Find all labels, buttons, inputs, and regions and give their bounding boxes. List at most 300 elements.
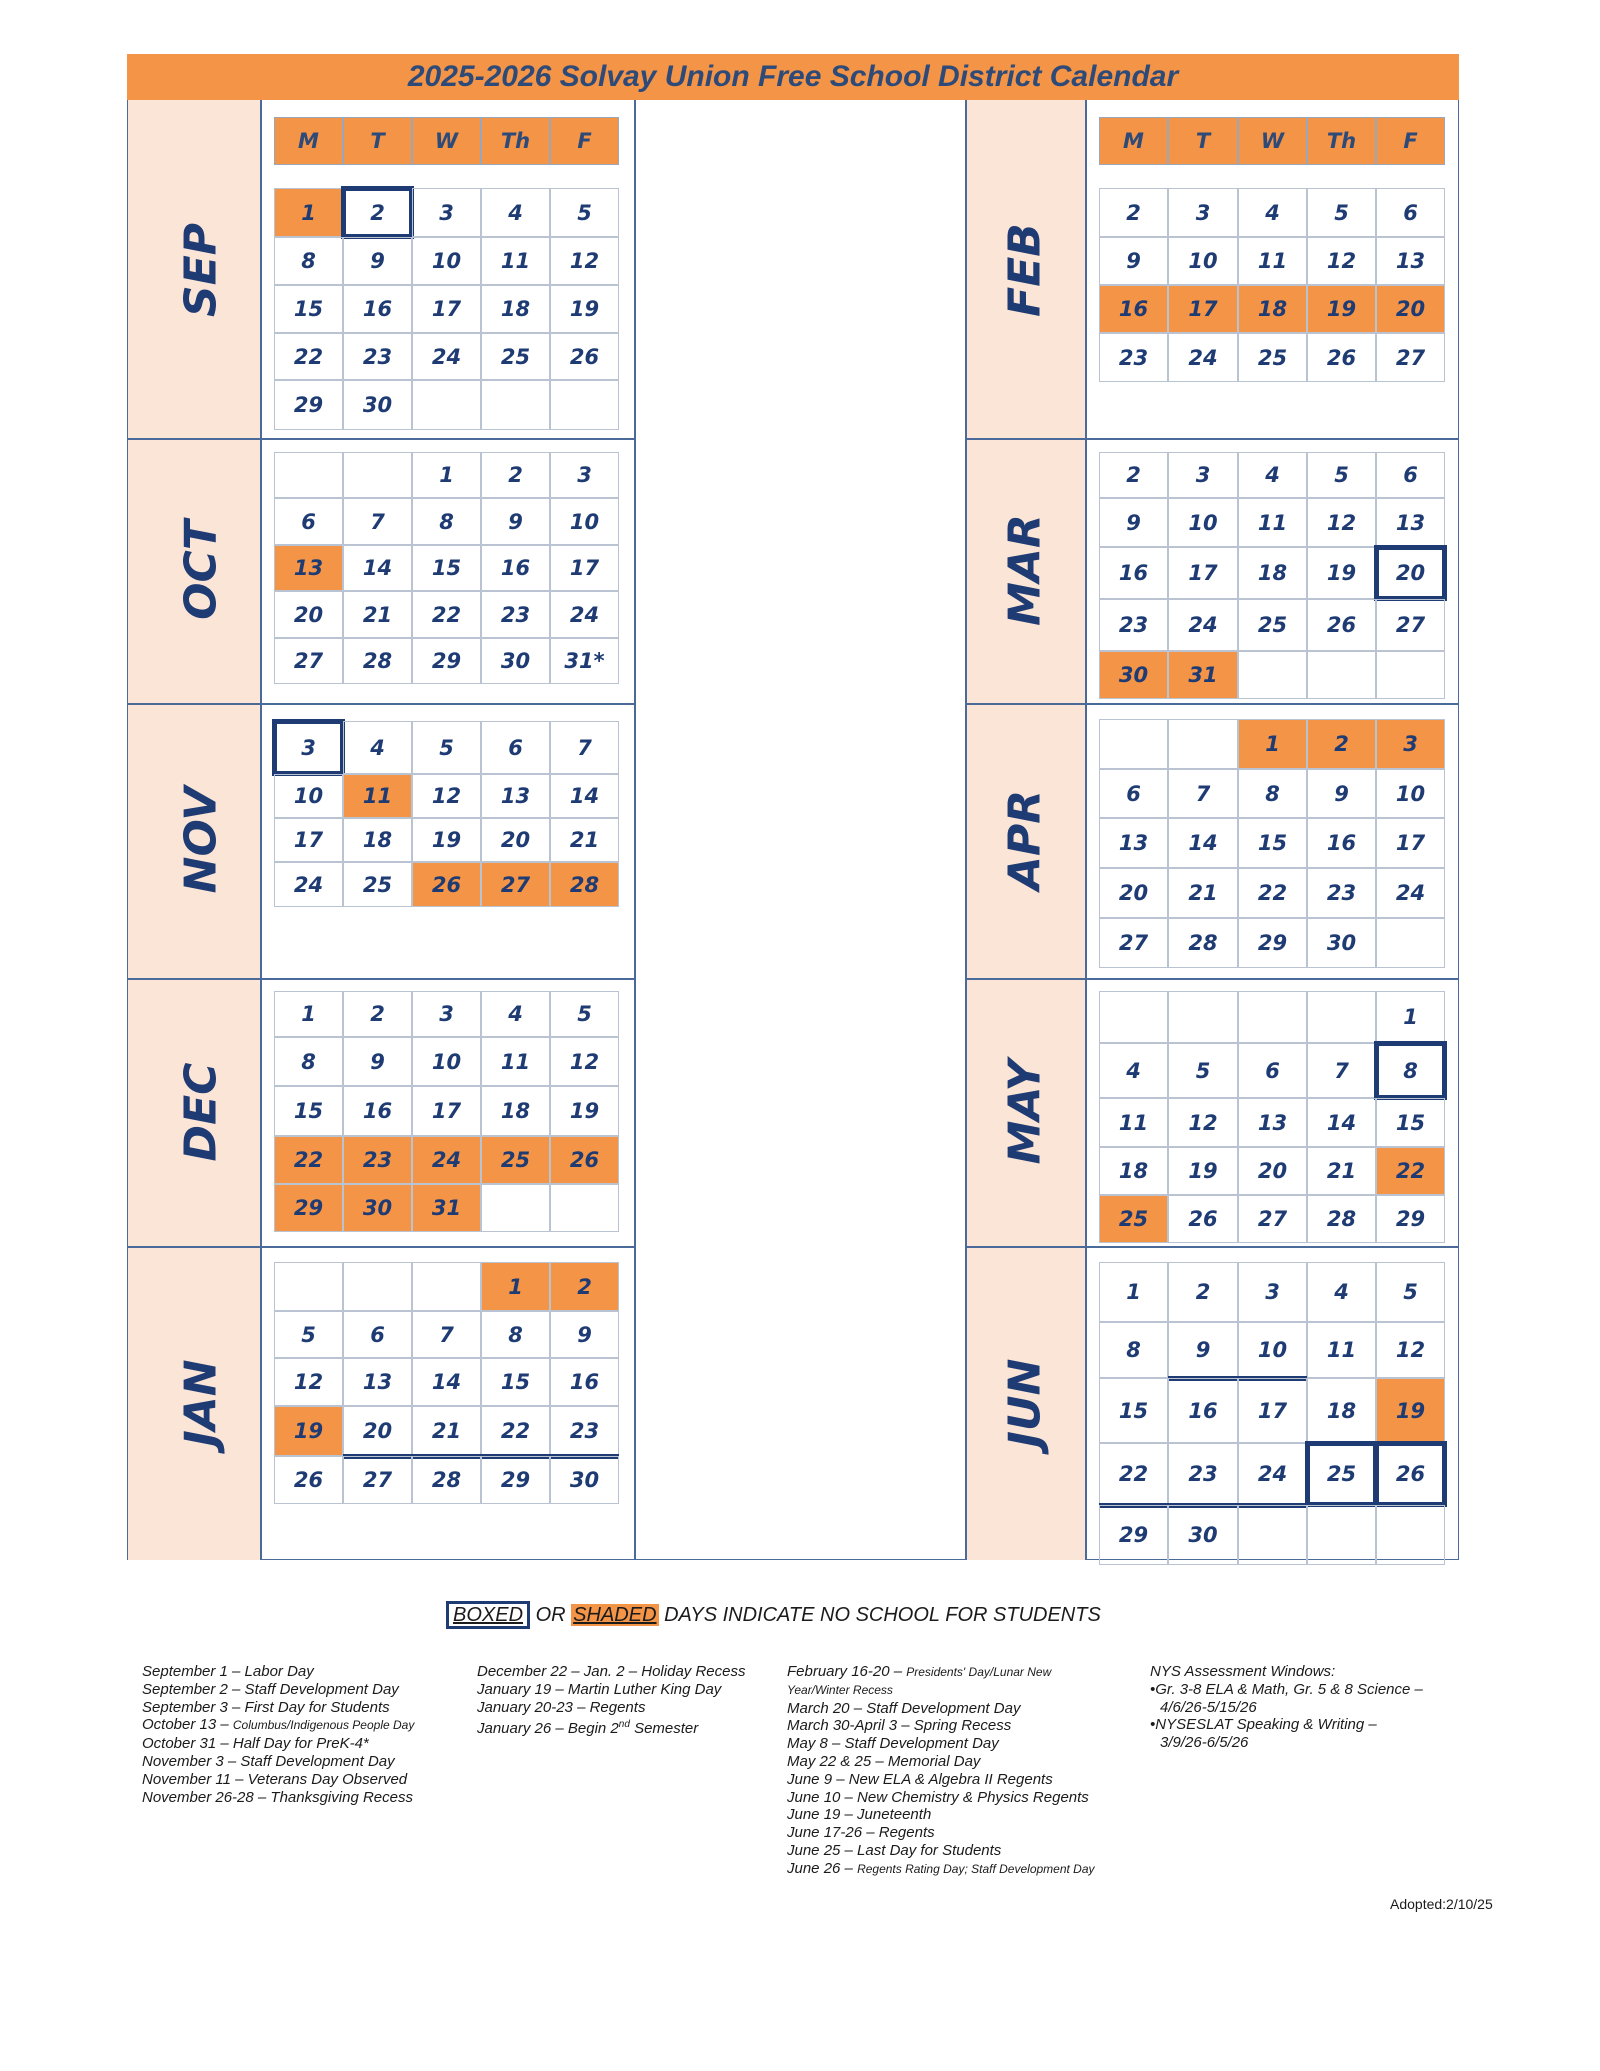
day-cell: 31 (1168, 651, 1238, 699)
note-line: September 2 – Staff Development Day (142, 1680, 399, 1698)
day-cell: 2 (550, 1262, 619, 1311)
assessment-dates: 3/9/26-6/5/26 (1160, 1734, 1249, 1752)
day-cell: 13 (1376, 237, 1445, 285)
month-label: JUN (999, 1358, 1051, 1448)
adopted-date: Adopted:2/10/25 (1390, 1896, 1493, 1912)
day-cell (1238, 1505, 1307, 1565)
weekday-header: F (1376, 117, 1445, 165)
day-cell (481, 1184, 550, 1232)
day-cell: 6 (1238, 1043, 1307, 1098)
day-cell: 20 (343, 1406, 412, 1456)
day-cell: 25 (481, 333, 550, 380)
day-cell: 2 (343, 188, 412, 237)
day-cell: 10 (412, 1037, 481, 1086)
day-cell: 14 (343, 545, 412, 591)
day-cell: 23 (343, 1136, 412, 1184)
month-label: JAN (175, 1359, 227, 1447)
day-cell: 8 (481, 1311, 550, 1358)
day-cell: 23 (343, 333, 412, 380)
day-cell: 1 (274, 991, 343, 1037)
day-cell: 30 (481, 638, 550, 684)
month-label: MAY (999, 1059, 1051, 1165)
note-line: Year/Winter Recess (787, 1682, 893, 1697)
day-cell: 29 (412, 638, 481, 684)
day-cell: 31 (412, 1184, 481, 1232)
day-cell: 16 (343, 1086, 412, 1136)
day-cell: 25 (1238, 333, 1307, 382)
day-cell: 4 (343, 721, 412, 774)
day-cell: 26 (1307, 333, 1376, 382)
day-cell: 6 (343, 1311, 412, 1358)
day-cell: 25 (1307, 1443, 1376, 1505)
day-cell: 7 (412, 1311, 481, 1358)
day-cell: 11 (481, 237, 550, 285)
day-cell: 2 (1307, 719, 1376, 769)
notes-column-2 (477, 1663, 777, 1738)
day-cell: 30 (550, 1456, 619, 1504)
day-cell: 10 (1168, 498, 1238, 547)
day-cell: 25 (481, 1136, 550, 1184)
day-cell: 6 (1376, 452, 1445, 498)
day-cell (343, 1262, 412, 1311)
day-cell: 26 (1376, 1443, 1445, 1505)
note-line: October 13 – Columbus/Indigenous People Day (142, 1716, 415, 1734)
day-cell: 20 (1376, 285, 1445, 333)
day-cell: 23 (1307, 868, 1376, 918)
assessment-item: •Gr. 3-8 ELA & Math, Gr. 5 & 8 Science – (1150, 1680, 1423, 1698)
day-cell: 18 (481, 1086, 550, 1136)
day-cell: 16 (343, 285, 412, 333)
month-label: FEB (999, 223, 1051, 317)
assessment-title: NYS Assessment Windows: (1150, 1663, 1336, 1680)
note-line: November 3 – Staff Development Day (142, 1752, 395, 1770)
day-cell: 27 (1099, 918, 1168, 968)
day-cell: 10 (1168, 237, 1238, 285)
day-cell: 18 (1238, 547, 1307, 599)
day-cell: 18 (1099, 1147, 1168, 1195)
note-line: January 20-23 – Regents (477, 1698, 646, 1716)
day-cell: 29 (1376, 1195, 1445, 1243)
day-cell (1376, 651, 1445, 699)
note-line: March 20 – Staff Development Day (787, 1699, 1021, 1717)
day-cell: 26 (1307, 599, 1376, 651)
day-cell: 1 (481, 1262, 550, 1311)
note-line: June 19 – Juneteenth (787, 1806, 932, 1824)
day-cell: 3 (550, 452, 619, 498)
legend-text: DAYS INDICATE NO SCHOOL FOR STUDENTS (664, 1604, 1101, 1626)
day-cell: 18 (1238, 285, 1307, 333)
day-cell: 29 (274, 380, 343, 430)
day-cell: 9 (343, 1037, 412, 1086)
note-line: June 10 – New Chemistry & Physics Regents (787, 1788, 1089, 1806)
day-cell: 27 (343, 1456, 412, 1504)
day-cell: 29 (1099, 1505, 1168, 1565)
day-cell: 13 (343, 1358, 412, 1406)
day-cell: 28 (550, 862, 619, 907)
calendar-title: 2025-2026 Solvay Union Free School District Calendar (127, 54, 1459, 100)
day-cell: 17 (1168, 547, 1238, 599)
day-cell (1099, 719, 1168, 769)
day-cell: 11 (1238, 498, 1307, 547)
note-line: June 26 – Regents Rating Day; Staff Development Day (787, 1859, 1095, 1877)
day-cell: 26 (550, 1136, 619, 1184)
day-cell: 23 (481, 591, 550, 638)
day-cell: 20 (1238, 1147, 1307, 1195)
day-cell: 21 (343, 591, 412, 638)
day-cell: 9 (1168, 1322, 1238, 1378)
day-cell: 9 (343, 237, 412, 285)
day-cell (1307, 1505, 1376, 1565)
day-cell: 30 (343, 380, 412, 430)
day-cell (550, 1184, 619, 1232)
day-cell: 17 (1376, 818, 1445, 868)
day-cell: 12 (1168, 1098, 1238, 1147)
day-cell: 5 (412, 721, 481, 774)
day-cell: 4 (1238, 188, 1307, 237)
day-cell: 14 (550, 774, 619, 818)
day-cell: 27 (1238, 1195, 1307, 1243)
day-cell: 6 (1376, 188, 1445, 237)
day-cell: 13 (1238, 1098, 1307, 1147)
day-cell: 24 (412, 1136, 481, 1184)
note-line: June 25 – Last Day for Students (787, 1841, 1002, 1859)
day-cell: 9 (481, 498, 550, 545)
day-cell (274, 1262, 343, 1311)
day-cell: 2 (1168, 1262, 1238, 1322)
day-cell: 6 (274, 498, 343, 545)
day-cell: 22 (1238, 868, 1307, 918)
weekday-header: W (412, 117, 481, 165)
day-cell: 29 (1238, 918, 1307, 968)
day-cell: 5 (1307, 452, 1376, 498)
day-cell: 1 (274, 188, 343, 237)
day-cell: 14 (412, 1358, 481, 1406)
day-cell (1168, 719, 1238, 769)
month-label: OCT (175, 520, 227, 620)
month-label: DEC (175, 1062, 227, 1162)
day-cell: 8 (1376, 1043, 1445, 1098)
day-cell: 7 (343, 498, 412, 545)
day-cell: 11 (481, 1037, 550, 1086)
day-cell: 15 (1376, 1098, 1445, 1147)
notes-column-4 (1150, 1663, 1470, 1752)
day-cell: 8 (1238, 769, 1307, 818)
note-line: May 8 – Staff Development Day (787, 1735, 999, 1753)
row-divider (128, 438, 634, 440)
day-cell: 5 (550, 188, 619, 237)
day-cell: 17 (1168, 285, 1238, 333)
legend-boxed-label: BOXED (446, 1601, 530, 1629)
day-cell: 24 (550, 591, 619, 638)
column-divider (634, 100, 636, 1560)
day-cell: 7 (1307, 1043, 1376, 1098)
day-cell: 19 (1168, 1147, 1238, 1195)
assessment-item: •NYSESLAT Speaking & Writing – (1150, 1716, 1377, 1734)
day-cell: 20 (1376, 547, 1445, 599)
day-cell: 14 (1168, 818, 1238, 868)
month-label: SEP (175, 223, 227, 317)
day-cell: 17 (274, 818, 343, 862)
assessment-dates: 4/6/26-5/15/26 (1160, 1698, 1257, 1716)
day-cell: 2 (1099, 188, 1168, 237)
day-cell: 19 (1307, 547, 1376, 599)
day-cell: 17 (550, 545, 619, 591)
day-cell: 27 (481, 862, 550, 907)
day-cell: 16 (550, 1358, 619, 1406)
day-cell: 28 (1168, 918, 1238, 968)
day-cell: 10 (1376, 769, 1445, 818)
row-divider (128, 978, 634, 980)
day-cell: 13 (1376, 498, 1445, 547)
day-cell: 30 (1099, 651, 1168, 699)
day-cell: 25 (1238, 599, 1307, 651)
weekday-header: T (343, 117, 412, 165)
day-cell: 12 (274, 1358, 343, 1406)
day-cell: 4 (481, 188, 550, 237)
day-cell: 13 (481, 774, 550, 818)
day-cell (412, 380, 481, 430)
note-line: September 3 – First Day for Students (142, 1698, 390, 1716)
day-cell: 9 (1099, 498, 1168, 547)
day-cell: 3 (412, 991, 481, 1037)
month-label: NOV (175, 786, 227, 894)
day-cell: 26 (550, 333, 619, 380)
day-cell: 3 (1376, 719, 1445, 769)
note-line: June 17-26 – Regents (787, 1824, 935, 1842)
row-divider (128, 703, 634, 705)
day-cell: 5 (1307, 188, 1376, 237)
day-cell: 10 (550, 498, 619, 545)
day-cell: 3 (1168, 452, 1238, 498)
day-cell: 22 (412, 591, 481, 638)
day-cell: 27 (274, 638, 343, 684)
row-divider (965, 438, 1459, 440)
day-cell: 6 (481, 721, 550, 774)
column-divider (260, 100, 262, 1560)
note-line: May 22 & 25 – Memorial Day (787, 1752, 981, 1770)
day-cell: 26 (1168, 1195, 1238, 1243)
legend-or: OR (535, 1604, 566, 1626)
day-cell: 18 (343, 818, 412, 862)
day-cell: 7 (550, 721, 619, 774)
day-cell: 3 (274, 721, 343, 774)
column-divider (1085, 100, 1087, 1560)
day-cell: 8 (412, 498, 481, 545)
day-cell (343, 452, 412, 498)
day-cell: 28 (412, 1456, 481, 1504)
day-cell: 17 (412, 1086, 481, 1136)
row-divider (965, 1246, 1459, 1248)
day-cell: 25 (343, 862, 412, 907)
day-cell (412, 1262, 481, 1311)
day-cell: 16 (1168, 1378, 1238, 1443)
day-cell: 3 (412, 188, 481, 237)
day-cell: 23 (1168, 1443, 1238, 1505)
row-divider (965, 703, 1459, 705)
day-cell: 26 (274, 1456, 343, 1504)
day-cell: 3 (1168, 188, 1238, 237)
day-cell: 19 (274, 1406, 343, 1456)
note-line: November 26-28 – Thanksgiving Recess (142, 1788, 413, 1806)
day-cell: 1 (1099, 1262, 1168, 1322)
weekday-header: Th (481, 117, 550, 165)
day-cell: 10 (412, 237, 481, 285)
day-cell: 8 (1099, 1322, 1168, 1378)
day-cell (1238, 651, 1307, 699)
day-cell: 6 (1099, 769, 1168, 818)
weekday-header: W (1238, 117, 1307, 165)
day-cell: 14 (1307, 1098, 1376, 1147)
day-cell: 16 (1099, 285, 1168, 333)
day-cell: 4 (1238, 452, 1307, 498)
day-cell: 5 (1376, 1262, 1445, 1322)
day-cell: 1 (1238, 719, 1307, 769)
day-cell: 23 (1099, 333, 1168, 382)
day-cell: 23 (550, 1406, 619, 1456)
day-cell: 5 (274, 1311, 343, 1358)
day-cell: 22 (274, 1136, 343, 1184)
legend (446, 1604, 1101, 1627)
day-cell: 24 (274, 862, 343, 907)
day-cell: 31* (550, 638, 619, 684)
day-cell: 15 (1238, 818, 1307, 868)
day-cell (481, 380, 550, 430)
day-cell: 10 (274, 774, 343, 818)
note-line: June 9 – New ELA & Algebra II Regents (787, 1770, 1053, 1788)
day-cell: 12 (550, 237, 619, 285)
day-cell: 9 (550, 1311, 619, 1358)
day-cell: 24 (412, 333, 481, 380)
day-cell: 16 (481, 545, 550, 591)
legend-shaded-label: SHADED (573, 1604, 657, 1626)
day-cell: 4 (1307, 1262, 1376, 1322)
day-cell (1168, 991, 1238, 1043)
day-cell: 12 (1376, 1322, 1445, 1378)
day-cell: 21 (412, 1406, 481, 1456)
note-line: November 11 – Veterans Day Observed (142, 1770, 408, 1788)
day-cell: 11 (343, 774, 412, 818)
day-cell (550, 380, 619, 430)
notes-column-3 (787, 1663, 1137, 1879)
day-cell: 15 (274, 1086, 343, 1136)
day-cell: 19 (550, 1086, 619, 1136)
note-line: January 26 – Begin 2nd Semester (477, 1719, 699, 1738)
day-cell (1307, 991, 1376, 1043)
note-line: March 30-April 3 – Spring Recess (787, 1717, 1012, 1735)
day-cell (274, 452, 343, 498)
day-cell: 10 (1238, 1322, 1307, 1378)
day-cell: 2 (481, 452, 550, 498)
day-cell: 11 (1099, 1098, 1168, 1147)
month-label: MAR (999, 514, 1051, 626)
day-cell: 28 (1307, 1195, 1376, 1243)
day-cell: 15 (1099, 1378, 1168, 1443)
day-cell: 8 (274, 237, 343, 285)
day-cell: 5 (550, 991, 619, 1037)
day-cell: 1 (1376, 991, 1445, 1043)
day-cell: 27 (1376, 599, 1445, 651)
day-cell (1307, 651, 1376, 699)
day-cell: 20 (1099, 868, 1168, 918)
day-cell: 30 (1307, 918, 1376, 968)
day-cell: 22 (1376, 1147, 1445, 1195)
day-cell: 12 (1307, 237, 1376, 285)
day-cell: 2 (343, 991, 412, 1037)
day-cell: 24 (1168, 599, 1238, 651)
day-cell: 15 (412, 545, 481, 591)
day-cell: 19 (1376, 1378, 1445, 1443)
day-cell: 18 (481, 285, 550, 333)
day-cell: 28 (343, 638, 412, 684)
day-cell: 13 (1099, 818, 1168, 868)
day-cell: 4 (481, 991, 550, 1037)
day-cell: 13 (274, 545, 343, 591)
day-cell: 19 (412, 818, 481, 862)
day-cell: 12 (550, 1037, 619, 1086)
day-cell: 22 (274, 333, 343, 380)
day-cell: 21 (550, 818, 619, 862)
day-cell: 2 (1099, 452, 1168, 498)
row-divider (965, 978, 1459, 980)
day-cell: 17 (412, 285, 481, 333)
row-divider (128, 1246, 634, 1248)
day-cell (1099, 991, 1168, 1043)
day-cell: 1 (412, 452, 481, 498)
day-cell: 30 (343, 1184, 412, 1232)
column-divider (965, 100, 967, 1560)
day-cell: 23 (1099, 599, 1168, 651)
note-line: September 1 – Labor Day (142, 1663, 314, 1680)
note-line: January 19 – Martin Luther King Day (477, 1680, 722, 1698)
day-cell: 12 (1307, 498, 1376, 547)
day-cell: 29 (274, 1184, 343, 1232)
day-cell: 21 (1307, 1147, 1376, 1195)
day-cell: 20 (274, 591, 343, 638)
day-cell: 24 (1238, 1443, 1307, 1505)
note-line: December 22 – Jan. 2 – Holiday Recess (477, 1663, 746, 1680)
day-cell: 24 (1376, 868, 1445, 918)
day-cell: 16 (1099, 547, 1168, 599)
weekday-header: M (1099, 117, 1168, 165)
weekday-header: T (1168, 117, 1238, 165)
day-cell: 16 (1307, 818, 1376, 868)
day-cell: 19 (550, 285, 619, 333)
weekday-header: M (274, 117, 343, 165)
day-cell: 26 (412, 862, 481, 907)
day-cell: 20 (481, 818, 550, 862)
day-cell (1238, 991, 1307, 1043)
day-cell: 11 (1307, 1322, 1376, 1378)
weekday-header: Th (1307, 117, 1376, 165)
day-cell: 30 (1168, 1505, 1238, 1565)
day-cell (1376, 918, 1445, 968)
weekday-header: F (550, 117, 619, 165)
day-cell: 4 (1099, 1043, 1168, 1098)
day-cell: 15 (481, 1358, 550, 1406)
day-cell: 11 (1238, 237, 1307, 285)
day-cell: 27 (1376, 333, 1445, 382)
day-cell: 3 (1238, 1262, 1307, 1322)
day-cell: 12 (412, 774, 481, 818)
day-cell (1376, 1505, 1445, 1565)
day-cell: 18 (1307, 1378, 1376, 1443)
note-line: October 31 – Half Day for PreK-4* (142, 1735, 369, 1753)
day-cell: 5 (1168, 1043, 1238, 1098)
day-cell: 22 (1099, 1443, 1168, 1505)
day-cell: 8 (274, 1037, 343, 1086)
day-cell: 21 (1168, 868, 1238, 918)
day-cell: 17 (1238, 1378, 1307, 1443)
